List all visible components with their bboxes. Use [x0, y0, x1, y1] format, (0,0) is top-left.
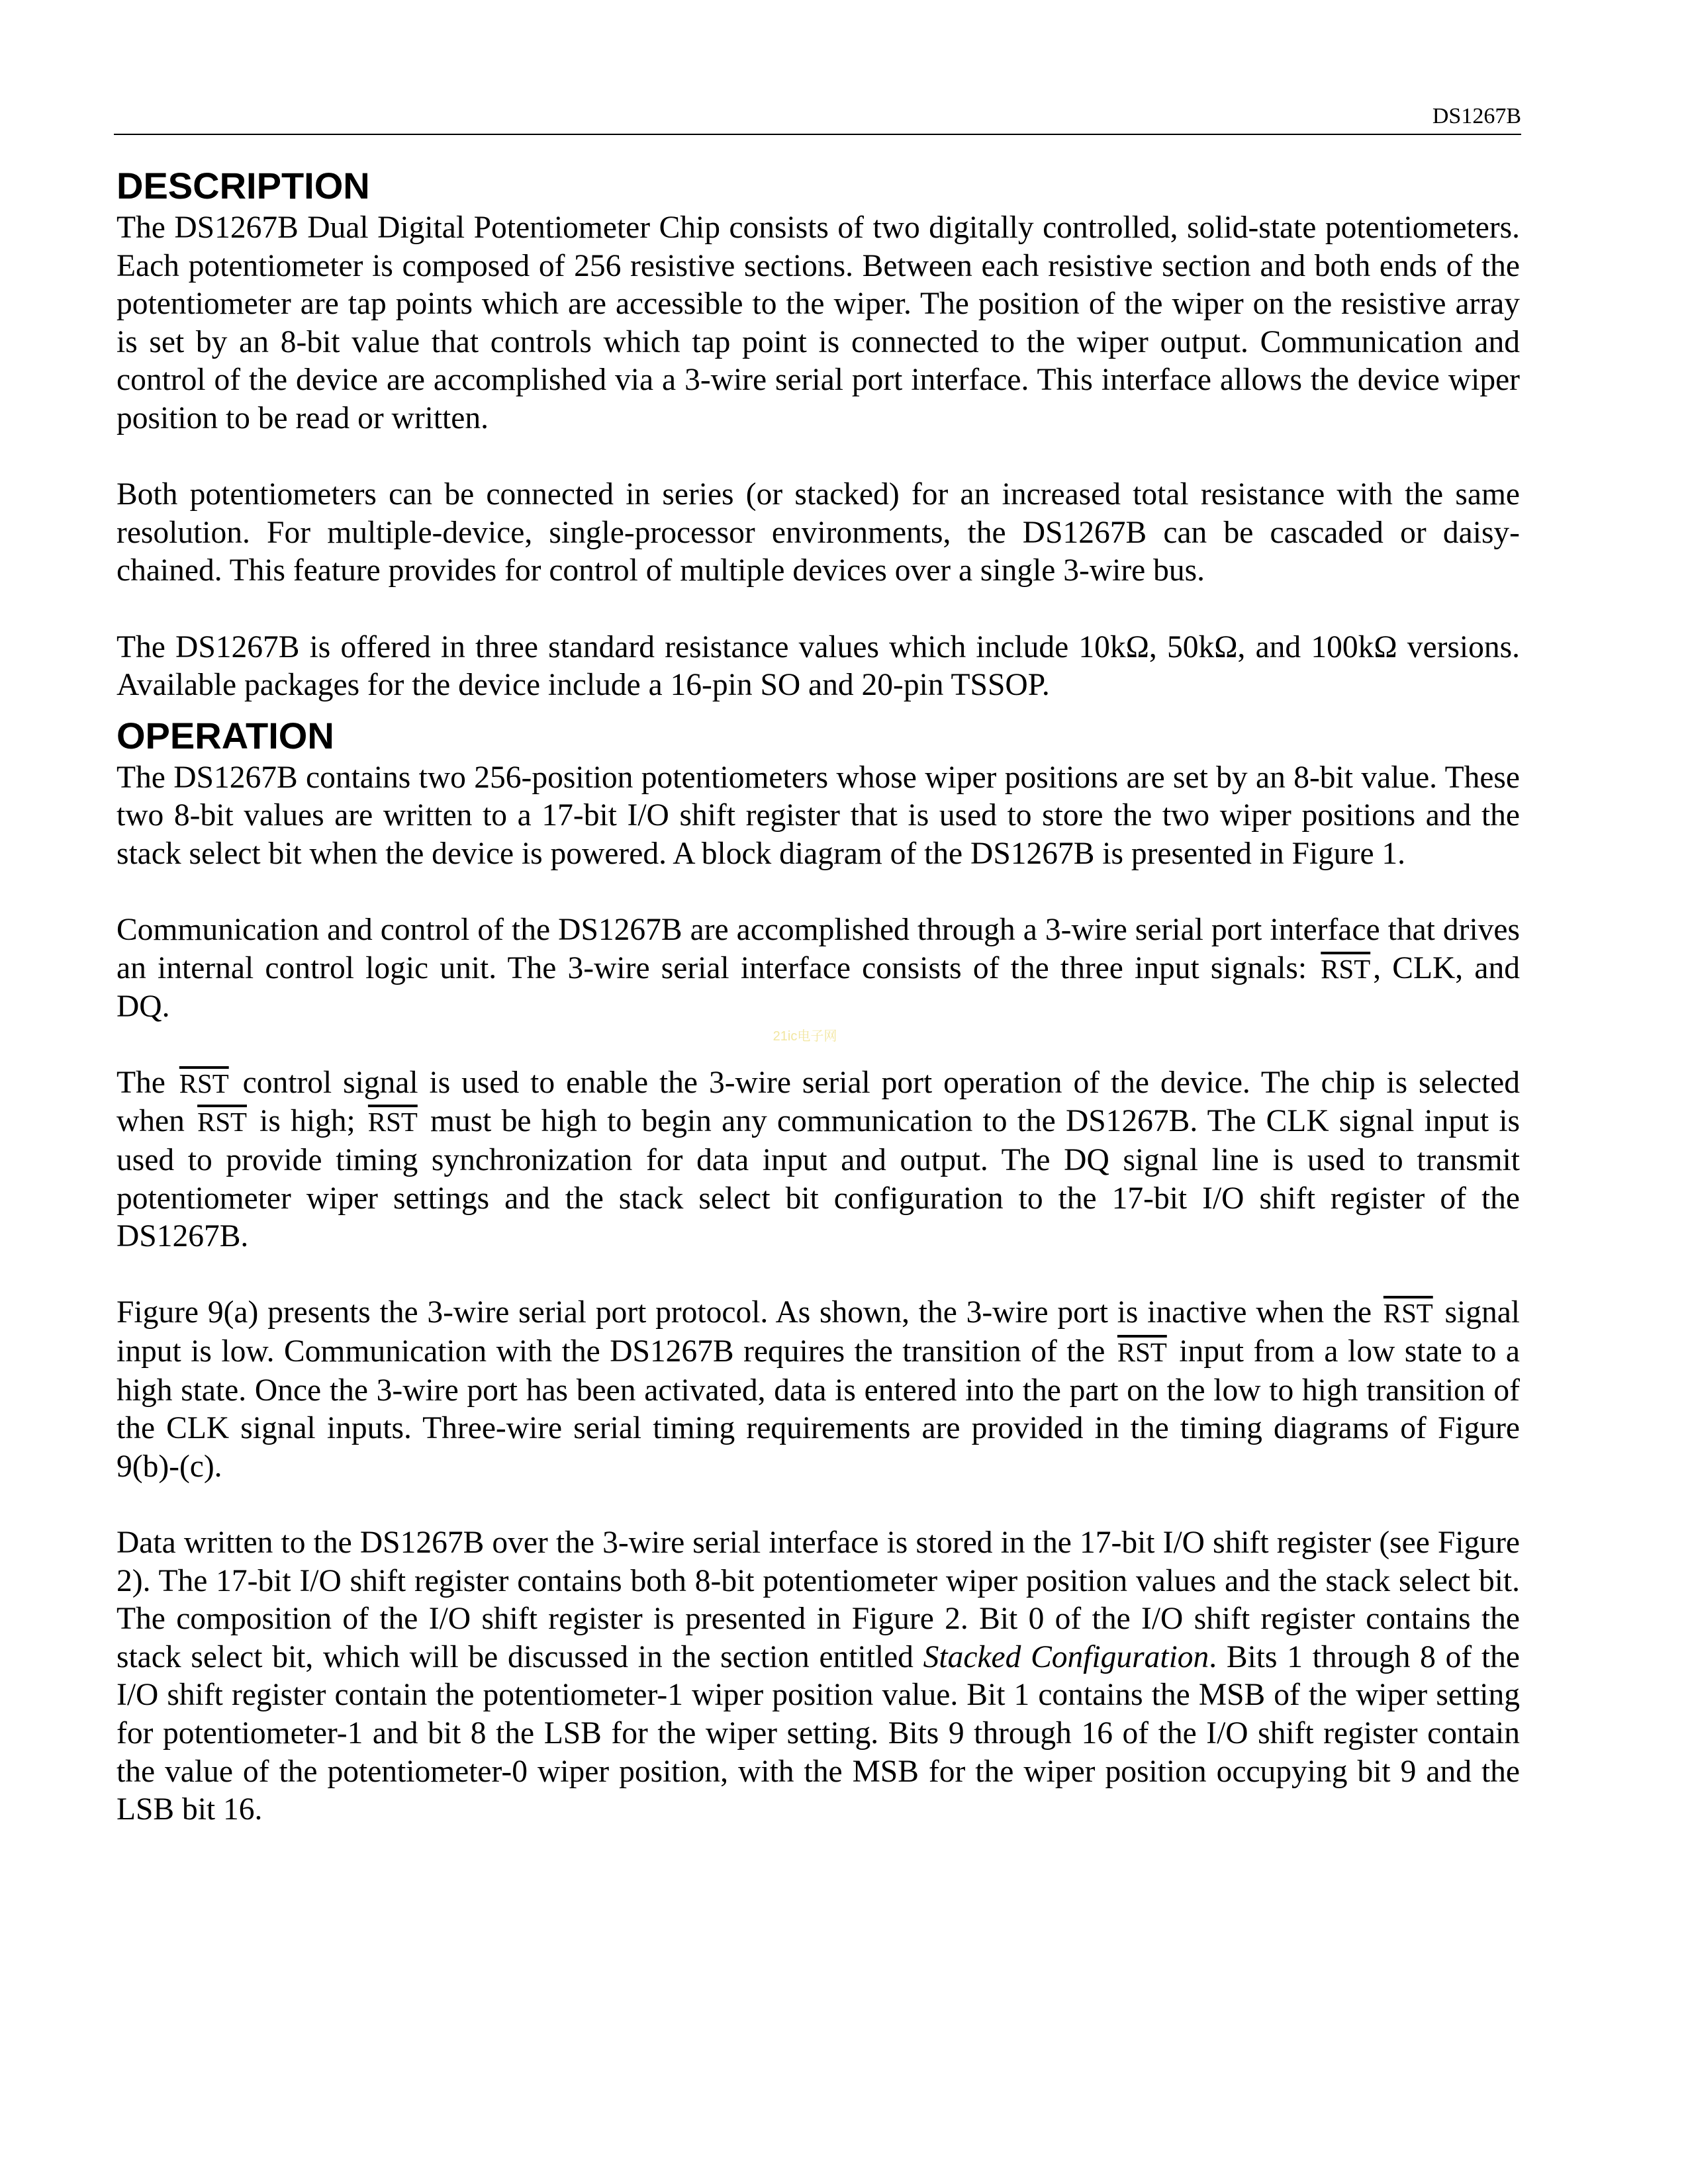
operation-paragraph-5 — [117, 1524, 1520, 1829]
rst-signal: $\overline{RST}$ — [197, 1107, 247, 1138]
text-run: Data written to the DS1267B over the 3-wire serial interface is stored in the 17-bit I/O shift register (see Figure 2). The 17-bit I/O shift register contains both 8-bit potentiometer wiper position values and the stack select bit. The composition of the I/O shift register is presented in Figure 2. Bit 0 of the I/O shift register contains the stack select bit, which will be discussed in the section entitled — [117, 1525, 1520, 1674]
operation-paragraph-3 — [117, 1064, 1520, 1256]
text-run: must be high to begin any communication to the DS1267B. The CLK signal input is used to provide timing synchronization for data input and output. The DQ signal line is used to transmit potentiometer wiper settings and the stack select bit configuration to the 17-bit I/O shift register of the DS1267B. — [117, 1104, 1521, 1254]
description-section — [117, 164, 1520, 705]
text-run: control signal is used to enable the 3-wire serial port operation of the device. The chip is selected when — [117, 1065, 1520, 1139]
rst-signal: $\overline{RST}$ — [1321, 954, 1371, 984]
text-run: Communication and control of the DS1267B are accomplished through a 3-wire serial port interface that drives an internal control logic unit. The 3-wire serial interface consists of the three input signals: — [117, 913, 1520, 985]
operation-paragraph-1: The DS1267B contains two 256-position potentiometers whose wiper positions are set by an 8-bit value. These two 8-bit values are written to a 17-bit I/O shift register that is used to store the two wiper positions and the stack select bit when the device is powered. A block diagram of the DS1267B is presented in Figure 1. — [117, 760, 1520, 871]
rst-signal: $\overline{RST}$ — [367, 1107, 418, 1138]
rst-signal: $\overline{RST}$ — [179, 1068, 229, 1099]
text-run: signal input is low. Communication with the DS1267B requires the transition of the — [117, 1295, 1520, 1369]
description-paragraph-3: The DS1267B is offered in three standard resistance values which include 10kΩ, 50kΩ, and 100kΩ versions. Available packages for the device include a 16-pin SO and 20-pin TSSOP. — [117, 629, 1520, 703]
operation-paragraph-4 — [117, 1294, 1520, 1486]
operation-heading: OPERATION — [117, 714, 334, 756]
text-run: The — [117, 1065, 177, 1100]
page-header — [114, 99, 1521, 135]
text-run: is high; — [249, 1104, 365, 1139]
description-heading: DESCRIPTION — [117, 165, 370, 206]
watermark: 21ic电子网 — [773, 1028, 837, 1044]
description-paragraph-2: Both potentiometers can be connected in series (or stacked) for an increased total resistance with the same resolution. For multiple-device, single-processor environments, the DS1267B can be cascaded or daisy-chained. This feature provides for control of multiple devices over a single 3-wire bus. — [117, 477, 1520, 588]
rst-signal: $\overline{RST}$ — [1117, 1338, 1167, 1368]
rst-signal: $\overline{RST}$ — [1383, 1298, 1433, 1329]
text-run: input from a low state to a high state. Once the 3-wire port has been activated, data is entered into the part on the low to high transition of the CLK signal inputs. Three-wire serial timing requirements are provided in the timing diagrams of Figure 9(b)-(c). — [117, 1334, 1520, 1484]
operation-paragraph-2 — [117, 911, 1520, 1026]
stacked-configuration-reference: Stacked Configuration — [923, 1639, 1209, 1674]
text-run: . Bits 1 through 8 of the I/O shift register contain the potentiometer-1 wiper position value. Bit 1 contains the MSB of the wiper setting for potentiometer-1 and bit 8 the LSB for the wiper setting. Bits 9 through 16 of the I/O shift register contain the value of the potentiometer-0 wiper position, with the MSB for the wiper position occupying bit 9 and the LSB bit 16. — [117, 1639, 1520, 1827]
document-body — [117, 164, 1520, 1829]
text-run: Figure 9(a) presents the 3-wire serial port protocol. As shown, the 3-wire port is inactive when the — [117, 1295, 1381, 1330]
description-paragraph-1: The DS1267B Dual Digital Potentiometer Chip consists of two digitally controlled, solid-state potentiometers. Each potentiometer is composed of 256 resistive sections. Between each resistive section and both ends of the potentiometer are tap points which are accessible to the wiper. The position of the wiper on the resistive array is set by an 8-bit value that controls which tap point is connected to the wiper output. Communication and control of the device are accomplished via a 3-wire serial port interface. This interface allows the device wiper position to be read or written. — [117, 210, 1520, 435]
header-part-number: DS1267B — [1432, 104, 1521, 128]
text-run: , CLK, and DQ. — [117, 950, 1520, 1024]
operation-section — [117, 714, 1520, 1829]
